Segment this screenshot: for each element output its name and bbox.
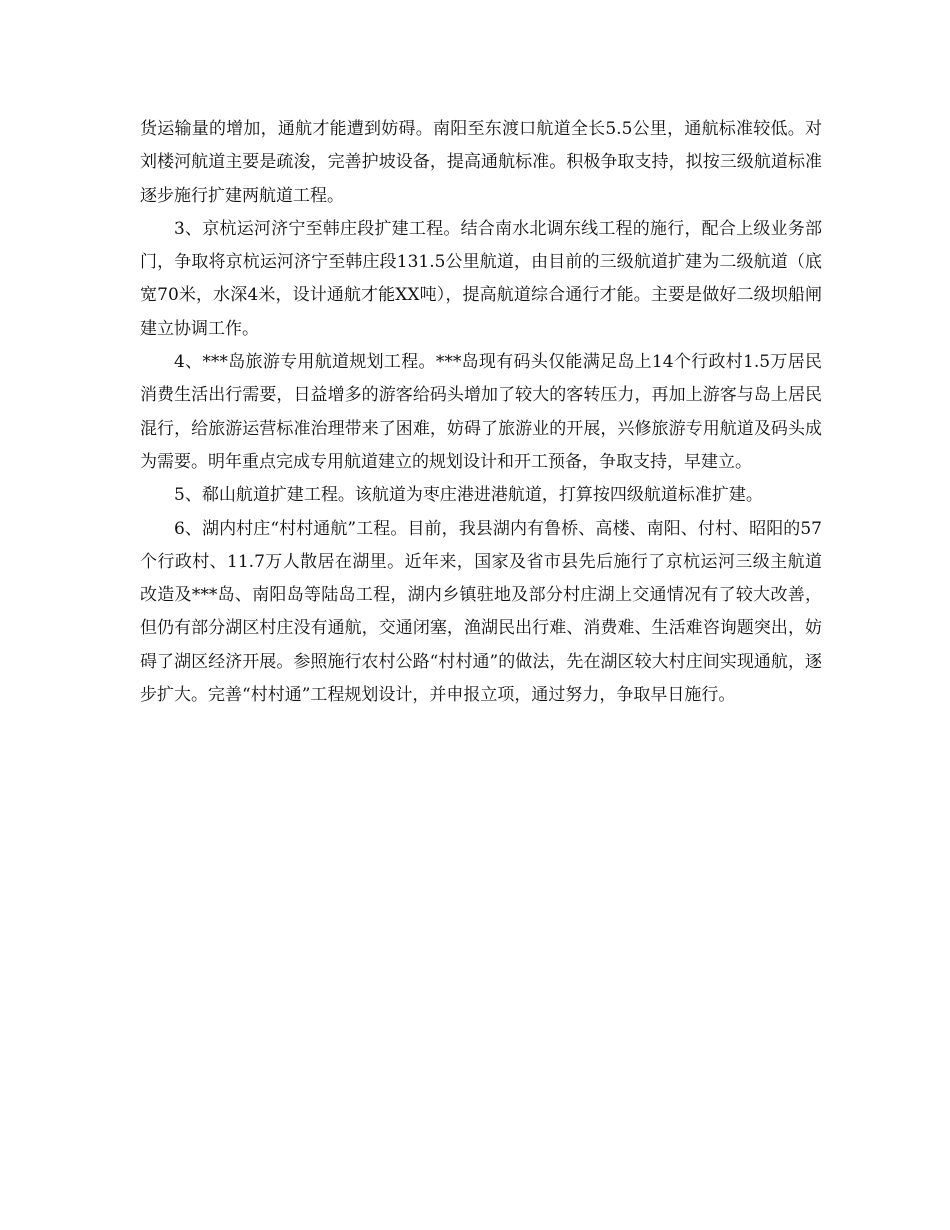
document-body — [140, 113, 822, 712]
paragraph-item-3: 3、京杭运河济宁至韩庄段扩建工程。结合南水北调东线工程的施行，配合上级业务部门，争取将京杭运河济宁至韩庄段131.5公里航道，由目前的三级航道扩建为二级航道（底宽70米，水深4米，设计通航才能XX吨），提高航道综合通行才能。主要是做好二级坝船闸建立协调工作。 — [140, 218, 822, 339]
paragraph-item-6: 6、湖内村庄“村村通航”工程。目前，我县湖内有鲁桥、高楼、南阳、付村、昭阳的57个行政村、11.7万人散居在湖里。近年来，国家及省市县先后施行了京杭运河三级主航道改造及***岛、南阳岛等陆岛工程，湖内乡镇驻地及部分村庄湖上交通情况有了较大改善，但仍有部分湖区村庄没有通航，交通闭塞，渔湖民出行难、消费难、生活难咨询题突出，妨碍了湖区经济开展。参照施行农村公路“村村通”的做法，先在湖区较大村庄间实现通航，逐步扩大。完善“村村通”工程规划设计，并申报立项，通过努力，争取早日施行。 — [140, 518, 822, 706]
paragraph-item-4: 4、***岛旅游专用航道规划工程。***岛现有码头仅能满足岛上14个行政村1.5万居民消费生活出行需要，日益增多的游客给码头增加了较大的客转压力，再加上游客与岛上居民混行，给旅游运营标准治理带来了困难，妨碍了旅游业的开展，兴修旅游专用航道及码头成为需要。明年重点完成专用航道建立的规划设计和开工预备，争取支持，早建立。 — [140, 352, 822, 472]
paragraph-item-5: 5、郗山航道扩建工程。该航道为枣庄港进港航道，打算按四级航道标准扩建。 — [174, 485, 763, 506]
paragraph-continuation: 货运输量的增加，通航才能遭到妨碍。南阳至东渡口航道全长5.5公里，通航标准较低。对刘楼河航道主要是疏浚，完善护坡设备，提高通航标准。积极争取支持，拟按三级航道标准逐步施行扩建两航道工程。 — [140, 119, 822, 206]
